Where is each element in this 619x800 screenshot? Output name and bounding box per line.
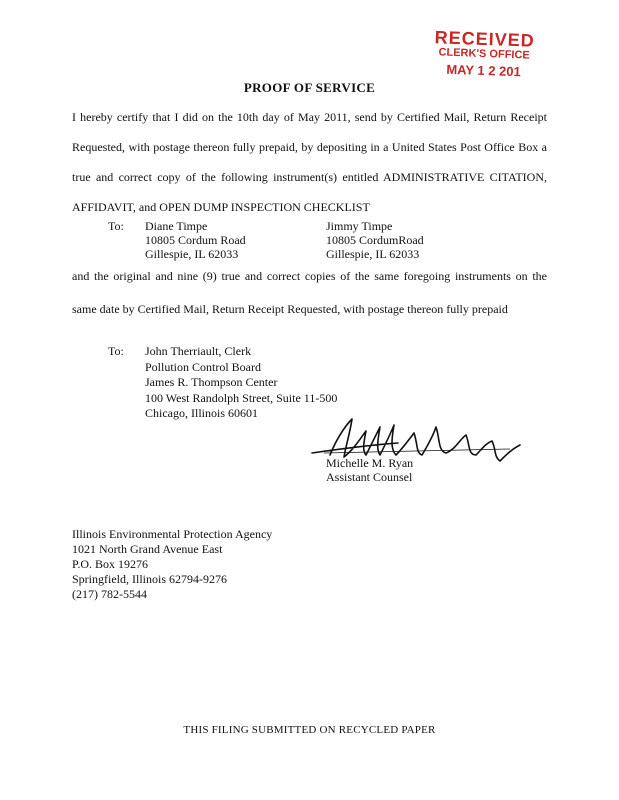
signer-title: Assistant Counsel xyxy=(326,470,413,484)
address-line: Gillespie, IL 62033 xyxy=(145,247,239,261)
address-line: Gillespie, IL 62033 xyxy=(326,247,420,261)
to-label-recipients: To: xyxy=(108,219,124,233)
received-stamp xyxy=(427,28,541,88)
address-line: 10805 CordumRoad xyxy=(326,233,424,247)
address-line: Jimmy Timpe xyxy=(326,219,393,233)
original-copies-paragraph: and the original and nine (9) true and correct copies of the same foregoing instruments on the same date by Certified Mail, Return Receipt Requested, with postage thereon fully prepaid xyxy=(72,269,547,316)
address-line: James R. Thompson Center xyxy=(145,375,278,389)
stamp-date-text: MAY 1 2 201 xyxy=(446,61,522,80)
address-line: 10805 Cordum Road xyxy=(145,233,246,247)
address-line: 100 West Randolph Street, Suite 11-500 xyxy=(145,390,338,405)
certification-paragraph: I hereby certify that I did on the 10th day of May 2011, send by Certified Mail, Return Receipt Requested, with postage thereon fully prepaid, by depositing in a United States Post Office Box a true and correct copy of the following instrument(s) entitled ADMINISTRATIVE CITATION, AFFIDAVIT, and OPEN DUMP INSPECTION CHECKLIST xyxy=(72,110,547,214)
recipient-address-2 xyxy=(326,219,424,261)
address-line: Illinois Environmental Protection Agency xyxy=(72,527,273,541)
address-line: P.O. Box 19276 xyxy=(72,557,149,571)
address-line: Pollution Control Board xyxy=(145,359,262,374)
clerk-address xyxy=(145,344,337,422)
to-label-clerk: To: xyxy=(108,344,124,358)
address-line: 1021 North Grand Avenue East xyxy=(72,542,223,556)
recycled-paper-footer: THIS FILING SUBMITTED ON RECYCLED PAPER xyxy=(183,724,436,736)
document-title: PROOF OF SERVICE xyxy=(243,80,376,95)
address-line: Springfield, Illinois 62794-9276 xyxy=(72,572,227,586)
address-line: Chicago, Illinois 60601 xyxy=(145,406,258,420)
recipient-address-1 xyxy=(145,219,246,261)
address-line: Diane Timpe xyxy=(145,219,208,233)
signature-block xyxy=(326,456,413,484)
agency-address xyxy=(72,527,272,602)
signer-name: Michelle M. Ryan xyxy=(326,456,414,470)
address-line: John Therriault, Clerk xyxy=(145,344,252,358)
stamp-office-text: CLERK'S OFFICE xyxy=(438,46,530,62)
stamp-received-text: RECEIVED xyxy=(434,27,535,51)
address-line: (217) 782-5544 xyxy=(72,587,147,601)
